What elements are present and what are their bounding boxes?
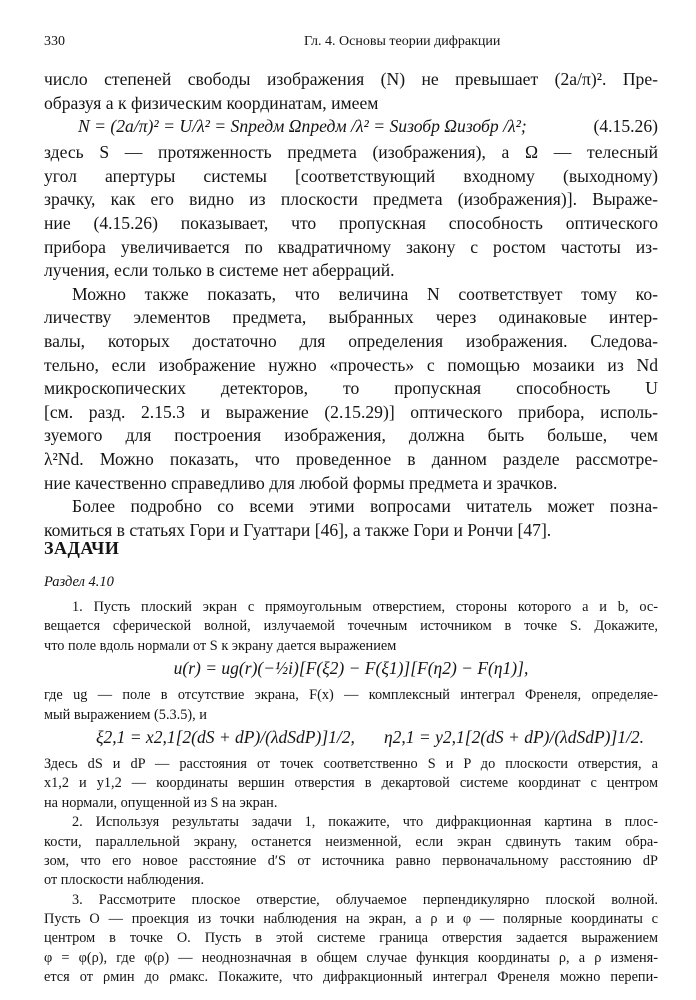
text-line: зрачку, как его видно из плоскости предмета (изображения)]. Выраже- — [44, 189, 658, 210]
text-line: ние качественно справедливо для любой формы предмета и зрачков. — [44, 472, 558, 493]
text-line: λ²Nd. Можно показать, что проведенное в данном разделе рассмотре- — [44, 448, 658, 469]
formula-u-body: u(r) = ug(r)(−½i)[F(ξ2) − F(ξ1)][F(η2) − F(η1)], — [173, 658, 529, 679]
equation-body: N = (2a/π)² = U/λ² = Sпредм Ωпредм /λ² = Sизобр Ωизобр /λ²; — [78, 116, 527, 137]
problem-line: от плоскости наблюдения. — [44, 872, 205, 889]
section-label: Раздел 4.10 — [44, 574, 114, 590]
main-text — [44, 68, 658, 542]
formula-eta: η2,1 = y2,1[2(dS + dP)/(λdSdP)]1/2. — [384, 726, 645, 747]
section-heading: ЗАДАЧИ — [44, 538, 120, 558]
text-line: число степеней свободы изображения (N) не превышает (2a/π)². Пре- — [44, 69, 658, 89]
text-line: валы, которых достаточно для определения изображения. Следова- — [44, 330, 658, 351]
text-line: личеству элементов предмета, выбранных через одинаковые интер- — [44, 307, 658, 328]
problem-line: мый выражением (5.3.5), и — [44, 706, 207, 723]
formula-xi-eta — [44, 725, 658, 755]
formula-xi: ξ2,1 = x2,1[2(dS + dP)/(λdSdP)]1/2, — [96, 726, 355, 747]
problem-line: Здесь dS и dP — расстояния от точек соответственно S и P до плоскости отверстия, а — [44, 755, 658, 772]
text-line: [см. разд. 2.15.3 и выражение (2.15.29)] оптического прибора, исполь- — [44, 401, 658, 422]
problem-line: φ = φ(ρ), где φ(ρ) — неоднозначная в общем случае функция координаты ρ, а ρ изменя- — [44, 949, 658, 966]
problem-line: зом, что его новое расстояние d′S от источника равно первоначальному расстоянию dP — [44, 852, 658, 869]
text-line: комиться в статьях Гори и Гуаттари [46], а также Гори и Рончи [47]. — [44, 519, 552, 540]
problem-line: где ug — поле в отсутствие экрана, F(x) — комплексный интеграл Френеля, определяе- — [44, 687, 658, 704]
problem-line: ется от ρмин до ρмакс. Покажите, что дифракционный интеграл Френеля можно перепи- — [44, 969, 658, 986]
problem-line: Пусть O — проекция из точки наблюдения на экран, а ρ и φ — полярные координаты с — [44, 911, 658, 928]
problem-line: 3. Рассмотрите плоское отверстие, облучаемое перпендикулярно плоской волной. — [72, 891, 658, 908]
problem-line: на нормали, опущенной из S на экран. — [44, 794, 278, 811]
page-number: 330 — [44, 34, 65, 49]
text-line: тельно, если изображение нужно «прочесть» с помощью мозаики из Nd — [44, 354, 658, 375]
problem-line: центром в точке O. Пусть в этой системе граница отверстия задается выражением — [44, 930, 658, 947]
text-line: ние (4.15.26) показывает, что пропускная способность оптического — [44, 212, 658, 233]
formula-u — [44, 656, 658, 686]
problem-line: кости, параллельной экрану, останется неизменной, если экран сдвинуть таким обра- — [44, 833, 658, 850]
text-line: здесь S — протяженность предмета (изображения), а Ω — телесный — [44, 142, 658, 163]
running-title: Гл. 4. Основы теории дифракции — [304, 34, 501, 49]
text-line: лучения, если только в системе нет аберраций. — [44, 260, 395, 281]
equation-4-15-26 — [44, 115, 658, 141]
text-line: Более подробно со всеми этими вопросами читатель может позна- — [72, 496, 658, 517]
problem-line: что поле вдоль нормали от S к экрану дается выражением — [44, 637, 397, 654]
problem-line: x1,2 и y1,2 — координаты вершин отверстия в декартовой системе координат с центром — [44, 775, 658, 792]
text-line: образуя a к физическим координатам, имеем — [44, 92, 379, 113]
text-line: прибора увеличивается по квадратичному закону с ростом частоты из- — [44, 236, 658, 257]
text-line: Можно также показать, что величина N соответствует тому ко- — [72, 283, 658, 304]
problem-line: 2. Используя результаты задачи 1, покажите, что дифракционная картина в плос- — [72, 814, 658, 831]
running-header — [44, 34, 656, 54]
text-line: микроскопических детекторов, то пропускная способность U — [44, 378, 658, 399]
problems — [44, 598, 658, 988]
text-line: зуемого для построения изображения, должна быть больше, чем — [44, 425, 658, 446]
problem-line: вещается сферической волной, излучаемой точечным источником в точке S. Докажите, — [44, 618, 658, 635]
equation-number: (4.15.26) — [593, 116, 658, 137]
problem-line: 1. Пусть плоский экран с прямоугольным отверстием, стороны которого a и b, ос- — [72, 599, 658, 615]
text-line: угол апертуры системы [соответствующий входному (выходному) — [44, 165, 658, 186]
